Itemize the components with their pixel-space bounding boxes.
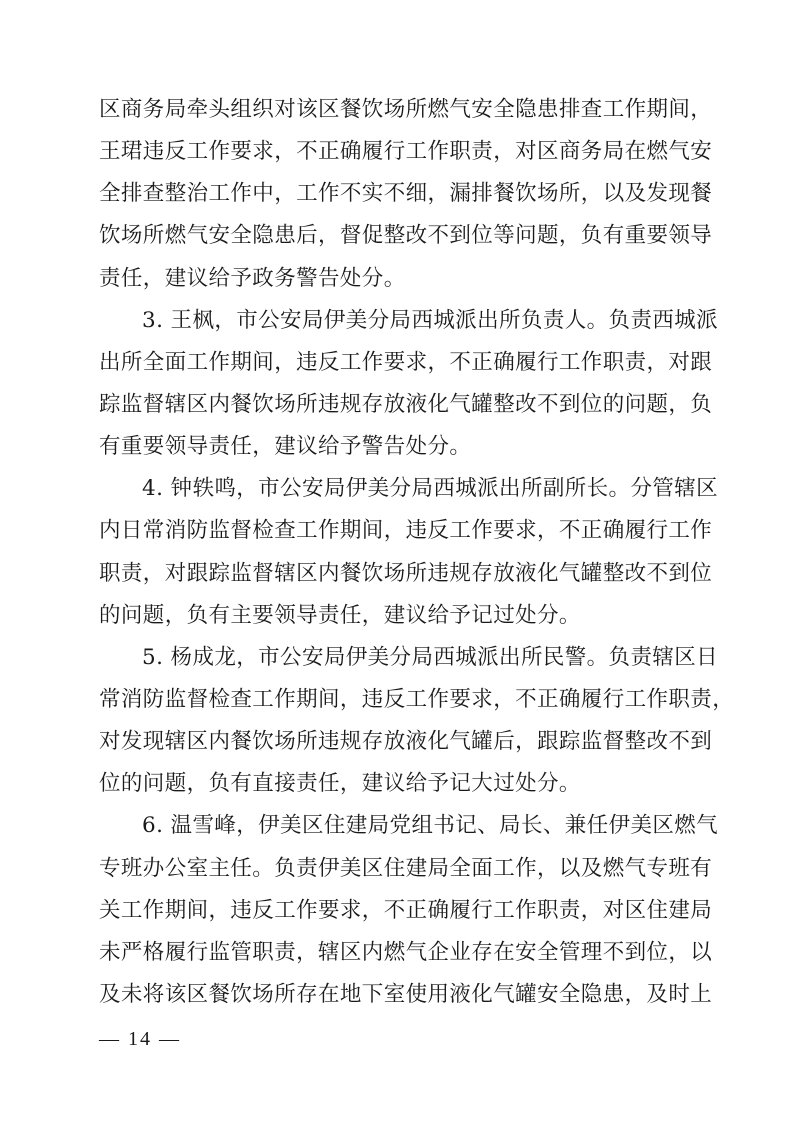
- text-line: 6. 温雪峰，伊美区住建局党组书记、局长、兼任伊美区燃气: [142, 813, 719, 839]
- text-line: 5. 杨成龙，市公安局伊美分局西城派出所民警。负责辖区日: [142, 644, 719, 670]
- body-text: [99, 89, 735, 1016]
- text-line: 内日常消防监督检查工作期间，违反工作要求，不正确履行工作: [99, 518, 713, 544]
- text-line: 区商务局牵头组织对该区餐饮场所燃气安全隐患排查工作期间，: [99, 97, 713, 122]
- page-number: — 14 —: [99, 1028, 181, 1050]
- text-line: 对发现辖区内餐饮场所违规存放液化气罐后，跟踪监督整改不到: [99, 729, 713, 755]
- text-line: 王珺违反工作要求，不正确履行工作职责，对区商务局在燃气安: [99, 139, 713, 165]
- text-line: 专班办公室主任。负责伊美区住建局全面工作，以及燃气专班有: [99, 855, 713, 881]
- text-line: 常消防监督检查工作期间，违反工作要求，不正确履行工作职责，: [99, 686, 735, 712]
- text-line: 位的问题，负有直接责任，建议给予记大过处分。: [99, 771, 581, 797]
- text-line: 关工作期间，违反工作要求，不正确履行工作职责，对区住建局: [99, 897, 713, 923]
- text-line: 责任，建议给予政务警告处分。: [99, 265, 406, 291]
- text-line: 职责，对跟踪监督辖区内餐饮场所违规存放液化气罐整改不到位: [99, 560, 713, 586]
- text-line: 3. 王枫，市公安局伊美分局西城派出所负责人。负责西城派: [142, 307, 719, 333]
- text-line: 饮场所燃气安全隐患后，督促整改不到位等问题，负有重要领导: [99, 223, 713, 249]
- text-line: 全排查整治工作中，工作不实不细，漏排餐饮场所，以及发现餐: [99, 181, 713, 207]
- text-line: 踪监督辖区内餐饮场所违规存放液化气罐整改不到位的问题，负: [99, 391, 713, 417]
- text-line: 的问题，负有主要领导责任，建议给予记过处分。: [99, 602, 581, 628]
- text-line: 未严格履行监管职责，辖区内燃气企业存在安全管理不到位，以: [99, 939, 713, 965]
- text-line: 及未将该区餐饮场所存在地下室使用液化气罐安全隐患，及时上: [99, 981, 713, 1007]
- text-line: 出所全面工作期间，违反工作要求，不正确履行工作职责，对跟: [99, 349, 713, 375]
- text-line: 有重要领导责任，建议给予警告处分。: [99, 434, 472, 460]
- text-line: 4. 钟轶鸣，市公安局伊美分局西城派出所副所长。分管辖区: [142, 476, 719, 502]
